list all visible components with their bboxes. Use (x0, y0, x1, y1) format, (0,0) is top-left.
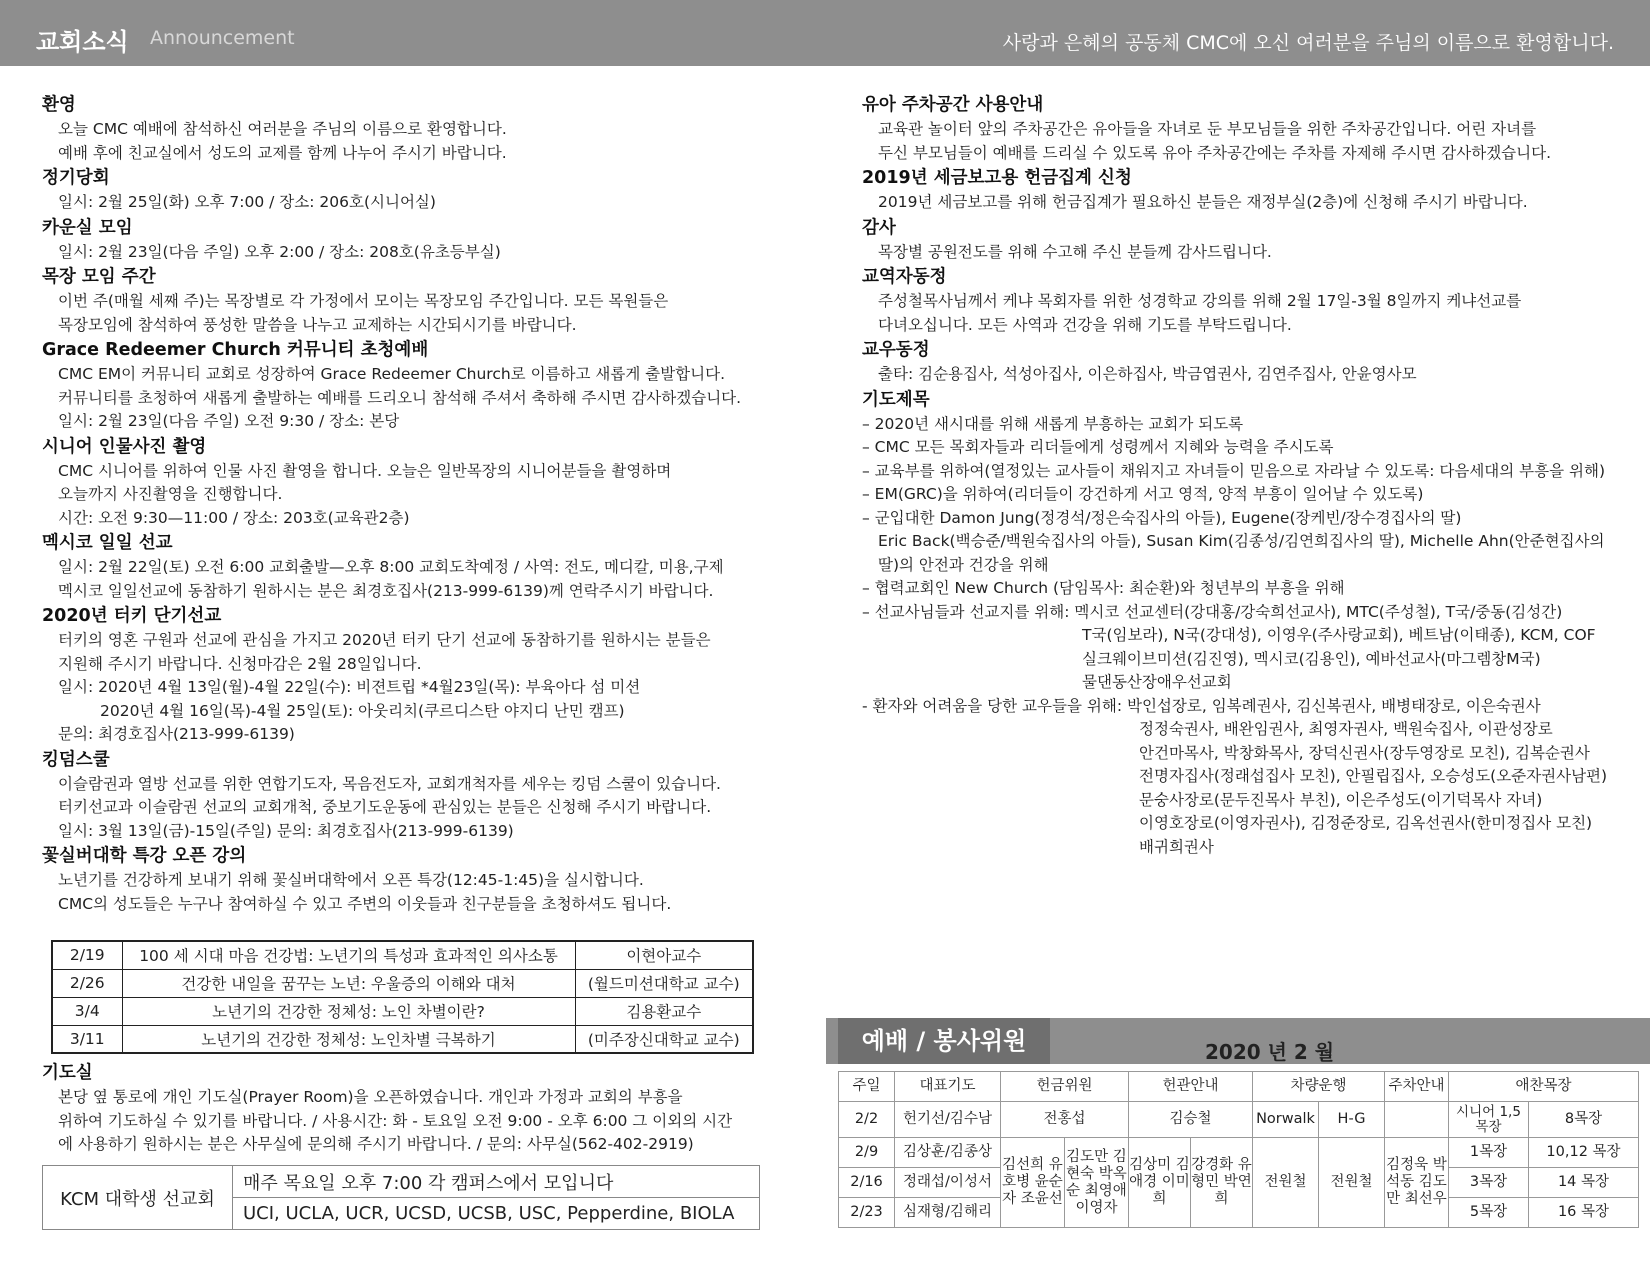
section-title: Grace Redeemer Church 커뮤니티 초청예배 (42, 340, 429, 360)
lecture-topic: 노년기의 건강한 정체성: 노인 차별이란? (122, 997, 575, 1025)
section-line: 예배 후에 친교실에서 성도의 교제를 함께 나누어 주시기 바랍니다. (58, 143, 507, 162)
table-row (52, 997, 753, 1025)
kcm-table (42, 1165, 760, 1230)
service-offering: 김선희 유호병 윤순자 조윤선 (1001, 1138, 1065, 1228)
section-line: 목장모임에 참석하여 풍성한 말씀을 나누고 교제하는 시간되시기를 바랍니다. (58, 315, 577, 334)
section-line: CMC의 성도들은 누구나 참여하실 수 있고 주변의 이웃들과 친구분들을 초청하셔도 됩니다. (58, 894, 672, 913)
table-header-row (839, 1072, 1639, 1102)
service-date: 2/9 (839, 1138, 895, 1168)
section-title: 멕시코 일일 선교 (42, 533, 173, 553)
section-title: 환영 (42, 95, 76, 115)
prayer-item-cont: 실크웨이브미션(김진영), 멕시코(김용인), 예바선교사(마그렘창M국) (1082, 649, 1541, 668)
prayer-item: – CMC 모든 목회자들과 리더들에게 성령께서 지혜와 능력을 주시도록 (862, 438, 1334, 456)
section-line: CMC EM이 커뮤니티 교회로 성장하여 Grace Redeemer Church로 이름하고 새롭게 출발합니다. (58, 365, 726, 383)
lecture-topic: 건강한 내일을 꿈꾸는 노년: 우울증의 이해와 대처 (122, 969, 575, 997)
header-subtitle: Announcement (150, 27, 295, 49)
section-cell-week (42, 264, 772, 337)
section-line: 시간: 오전 9:30—11:00 / 장소: 203호(교육관2층) (58, 508, 410, 527)
section-toddler-parking (862, 92, 1632, 165)
kcm-campuses: UCI, UCLA, UCR, UCSD, UCSB, USC, Pepperdine, BIOLA (233, 1198, 760, 1230)
section-prayer-topics (862, 387, 1632, 860)
prayer-item-cont: 이영호장로(이영자권사), 김정준장로, 김옥선권사(한미정집사 모친) (1139, 814, 1593, 832)
header-cell: 애찬목장 (1449, 1072, 1639, 1102)
service-date: 2/16 (839, 1168, 895, 1198)
section-line: 이번 주(매월 세째 주)는 목장별로 각 가정에서 모이는 목장모임 주간입니다. 모든 목원들은 (58, 292, 669, 310)
service-date: 2/23 (839, 1198, 895, 1228)
section-title: 킹덤스쿨 (42, 749, 110, 770)
section-line: 일시: 2020년 4월 13일(월)-4월 22일(수): 비젼트립 *4월23일(목): 부육아다 섬 미션 (58, 678, 641, 696)
lecture-date: 3/4 (52, 997, 122, 1025)
section-title: 기도제목 (862, 389, 930, 410)
section-line: 노년기를 건강하게 보내기 위해 꽃실버대학에서 오픈 특강(12:45-1:45)을 실시합니다. (58, 871, 644, 889)
section-title: 유아 주차공간 사용안내 (862, 95, 1044, 115)
service-prayer: 김상훈/김종상 (895, 1138, 1001, 1168)
prayer-item-cont: 물댄동산장애우선교회 (1082, 673, 1232, 691)
service-prayer: 정래섭/이성서 (895, 1168, 1001, 1198)
lecture-speaker: 이현아교수 (575, 941, 753, 969)
section-line: 에 사용하기 원하시는 분은 사무실에 문의해 주시기 바랍니다. / 문의: 사무실(562-402-2919) (58, 1135, 694, 1153)
section-pastor-news (862, 264, 1632, 337)
section-line: 터키의 영혼 구원과 선교에 관심을 가지고 2020년 터키 단기 선교에 동참하기를 원하시는 분들은 (58, 631, 711, 649)
section-line: 두신 부모님들이 예배를 드리실 수 있도록 유아 주차공간에는 주차를 자제해 주시면 감사하겠습니다. (878, 143, 1552, 162)
section-title: 꽃실버대학 특강 오픈 강의 (42, 846, 247, 866)
prayer-item: – 2020년 새시대를 위해 새롭게 부흥하는 교회가 되도록 (862, 414, 1244, 433)
service-meal: 시니어 1,5 목장 (1449, 1102, 1529, 1138)
section-welcome (42, 92, 772, 165)
prayer-item-cont: Eric Back(백승준/백원숙집사의 아들), Susan Kim(김종성/김연희집사의 딸), Michelle Ahn(안준현집사의 (878, 532, 1605, 550)
kcm-name: KCM 대학생 선교회 (43, 1166, 233, 1230)
section-title: 교역자동정 (862, 267, 947, 287)
section-turkey-mission (42, 603, 772, 747)
section-line: 오늘 CMC 예배에 참석하신 여러분을 주님의 이름으로 환영합니다. (58, 120, 507, 138)
header-cell: 헌금위원 (1001, 1072, 1129, 1102)
lecture-topic: 100 세 시대 마음 건강법: 노년기의 특성과 효과적인 의사소통 (122, 941, 575, 969)
service-meal: 1목장 (1449, 1138, 1529, 1168)
service-usher: 김승철 (1129, 1102, 1253, 1138)
table-row (839, 1102, 1639, 1138)
header-cell: 헌관안내 (1129, 1072, 1253, 1102)
lecture-speaker: (미주장신대학교 교수) (575, 1025, 753, 1053)
prayer-item-cont: 정정숙권사, 배완임권사, 최영자권사, 백원숙집사, 이관성장로 (1139, 720, 1553, 738)
page-header (0, 0, 1650, 66)
service-prayer: 헌기선/김수남 (895, 1102, 1001, 1138)
section-title: 2020년 터키 단기선교 (42, 606, 222, 626)
section-title: 카운실 모임 (42, 217, 133, 238)
section-line: 다녀오십니다. 모든 사역과 건강을 위해 기도를 부탁드립니다. (878, 315, 1292, 334)
section-title: 감사 (862, 217, 896, 238)
section-title: 정기당회 (42, 168, 110, 188)
prayer-item: – 교육부를 위하여(열정있는 교사들이 채워지고 자녀들이 믿음으로 자라날 수 있도록: 다음세대의 부흥을 위해) (862, 461, 1606, 480)
section-line: 일시: 2월 22일(토) 오전 6:00 교회출발—오후 8:00 교회도착예정 / 사역: 전도, 메디칼, 미용,구제 (58, 558, 724, 576)
section-title: 교우동정 (862, 340, 930, 360)
header-cell: 차량운행 (1253, 1072, 1385, 1102)
section-silver-college (42, 843, 772, 916)
section-line: 2020년 4월 16일(목)-4월 25일(토): 아웃리치(쿠르디스탄 야지디 난민 캠프) (100, 701, 625, 720)
section-line: 커뮤니티를 초청하여 새롭게 출발하는 예배를 드리오니 참석해 주셔서 축하해 주시면 감사하겠습니다. (58, 388, 742, 407)
section-line: 2019년 세금보고를 위해 헌금집계가 필요하신 분들은 재정부실(2층)에 신청해 주시기 바랍니다. (878, 193, 1528, 211)
section-line: 출타: 김순용집사, 석성아집사, 이은하집사, 박금엽권사, 김연주집사, 안윤영사모 (878, 365, 1417, 383)
lecture-table (51, 940, 754, 1054)
table-row (839, 1138, 1639, 1168)
prayer-item: – 협력교회인 New Church (담임목사: 최순환)와 청년부의 부흥을 위해 (862, 579, 1345, 597)
prayer-item-cont: 전명자집사(정래섭집사 모친), 안필립집사, 오승성도(오준자권사남편) (1139, 767, 1608, 785)
service-meal: 10,12 목장 (1529, 1138, 1639, 1168)
prayer-item: – 선교사님들과 선교지를 위해: 멕시코 선교센터(강대홍/강숙희선교사), MTC(주성철), T국/중동(김성간) (862, 602, 1563, 621)
section-title: 시니어 인물사진 촬영 (42, 436, 207, 457)
section-thanks (862, 215, 1632, 265)
section-line: 위하여 기도하실 수 있기를 바랍니다. / 사용시간: 화 - 토요일 오전 9:00 - 오후 6:00 그 이외의 시간 (58, 1111, 733, 1130)
section-line: CMC 시니어를 위하여 인물 사진 촬영을 합니다. 오늘은 일반목장의 시니어분들을 촬영하며 (58, 461, 672, 480)
service-meal: 14 목장 (1529, 1168, 1639, 1198)
header-welcome: 사랑과 은혜의 공동체 CMC에 오신 여러분을 주님의 이름으로 환영합니다. (1002, 32, 1614, 54)
prayer-item-cont: 안건마목사, 박창화목사, 장덕신권사(장두영장로 모친), 김복순권사 (1139, 743, 1590, 762)
section-line: 일시: 2월 23일(다음 주일) 오후 2:00 / 장소: 208호(유초등부실) (58, 242, 501, 261)
service-meal: 5목장 (1449, 1198, 1529, 1228)
prayer-item-cont: 배귀희권사 (1139, 837, 1214, 856)
section-line: 이슬람권과 열방 선교를 위한 연합기도자, 목음전도자, 교회개척자를 세우는 킹덤 스쿨이 있습니다. (58, 774, 721, 793)
lecture-speaker: (월드미션대학교 교수) (575, 969, 753, 997)
service-month: 2020 년 2 월 (1205, 1040, 1335, 1064)
section-line: 터키선교과 이슬람권 선교의 교회개척, 중보기도운동에 관심있는 분들은 신청해 주시기 바랍니다. (58, 798, 712, 816)
service-parking: 김정욱 박석동 김도만 최선우 (1385, 1138, 1449, 1228)
service-date: 2/2 (839, 1102, 895, 1138)
service-car: 전원철 (1253, 1138, 1319, 1228)
section-line: 주성철목사님께서 케냐 목회자를 위한 성경학교 강의를 위해 2월 17일-3월 8일까지 케냐선교를 (878, 292, 1522, 310)
service-usher: 강경화 유형민 박연희 (1191, 1138, 1253, 1228)
lecture-topic: 노년기의 건강한 정체성: 노인차별 극복하기 (122, 1025, 575, 1053)
section-title: 기도실 (42, 1063, 93, 1083)
header-title: 교회소식 (36, 28, 129, 56)
section-member-news (862, 337, 1632, 387)
lecture-date: 2/19 (52, 941, 122, 969)
section-line: 지원해 주시기 바랍니다. 신청마감은 2월 28일입니다. (58, 654, 422, 673)
table-row (52, 1025, 753, 1053)
prayer-item: – EM(GRC)을 위하여(리더들이 강건하게 서고 영적, 양적 부흥이 일어날 수 있도록) (862, 485, 1424, 503)
table-row (52, 969, 753, 997)
service-car: 전원철 (1319, 1138, 1385, 1228)
prayer-item-cont: T국(임보라), N국(강대성), 이영우(주사랑교회), 베트남(이태종), KCM, COF (1082, 626, 1596, 644)
table-row (52, 941, 753, 969)
prayer-item: - 환자와 어려움을 당한 교우들을 위해: 박인섭장로, 임복례권사, 김신복권사, 배병태장로, 이은숙권사 (862, 696, 1541, 715)
service-meal: 8목장 (1529, 1102, 1639, 1138)
section-title: 2019년 세금보고용 헌금집계 신청 (862, 168, 1132, 188)
table-row (43, 1166, 760, 1198)
service-usher: 김상미 김애경 이미희 (1129, 1138, 1191, 1228)
section-mexico-mission (42, 530, 772, 603)
right-announcements (862, 92, 1632, 859)
service-car: H-G (1319, 1102, 1385, 1138)
header-cell: 대표기도 (895, 1072, 1001, 1102)
lecture-date: 3/11 (52, 1025, 122, 1053)
section-council (42, 215, 772, 265)
section-line: 본당 옆 통로에 개인 기도실(Prayer Room)을 오픈하였습니다. 개인과 가정과 교회의 부흥을 (58, 1088, 683, 1106)
service-car: Norwalk (1253, 1102, 1319, 1138)
service-offering: 전홍섭 (1001, 1102, 1129, 1138)
service-parking (1385, 1102, 1449, 1138)
section-tax-receipt (862, 165, 1632, 215)
section-line: 일시: 2월 23일(다음 주일) 오전 9:30 / 장소: 본당 (58, 412, 400, 430)
service-table (838, 1071, 1639, 1228)
service-meal: 3목장 (1449, 1168, 1529, 1198)
kcm-time: 매주 목요일 오후 7:00 각 캠퍼스에서 모입니다 (233, 1166, 760, 1198)
section-prayer-room (42, 1060, 772, 1157)
service-offering: 김도만 김현숙 박옥순 최영애 이영자 (1065, 1138, 1129, 1228)
service-meal: 16 목장 (1529, 1198, 1639, 1228)
prayer-item: – 군입대한 Damon Jung(정경석/정은숙집사의 아들), Eugene(장케빈/장수경집사의 딸) (862, 508, 1462, 527)
prayer-item-cont: 딸)의 안전과 건강을 위해 (878, 555, 1049, 574)
section-line: 일시: 3월 13일(금)-15일(주일) 문의: 최경호집사(213-999-6139) (58, 821, 514, 840)
section-session (42, 165, 772, 215)
section-line: 목장별 공원전도를 위해 수고해 주신 분들께 감사드립니다. (878, 242, 1272, 261)
section-line: 오늘까지 사진촬영을 진행합니다. (58, 485, 283, 503)
section-grace-redeemer (42, 337, 772, 434)
header-cell: 주차안내 (1385, 1072, 1449, 1102)
section-line: 멕시코 일일선교에 동참하기 원하시는 분은 최경호집사(213-999-6139)께 연락주시기 바랍니다. (58, 581, 714, 600)
section-line: 일시: 2월 25일(화) 오후 7:00 / 장소: 206호(시니어실) (58, 193, 436, 211)
service-prayer: 심재형/김해리 (895, 1198, 1001, 1228)
prayer-item-cont: 문숭사장로(문두진목사 부친), 이은주성도(이기덕목사 자녀) (1139, 790, 1543, 809)
header-cell: 주일 (839, 1072, 895, 1102)
section-senior-photo (42, 434, 772, 531)
left-announcements (42, 92, 772, 916)
lecture-date: 2/26 (52, 969, 122, 997)
lecture-speaker: 김용환교수 (575, 997, 753, 1025)
section-kingdom-school (42, 747, 772, 844)
section-title: 목장 모임 주간 (42, 267, 156, 287)
section-line: 문의: 최경호집사(213-999-6139) (58, 725, 295, 743)
section-line: 교육관 놀이터 앞의 주차공간은 유아들을 자녀로 둔 부모님들을 위한 주차공간입니다. 어린 자녀를 (878, 120, 1537, 138)
service-tab: 예배 / 봉사위원 (838, 1018, 1050, 1064)
